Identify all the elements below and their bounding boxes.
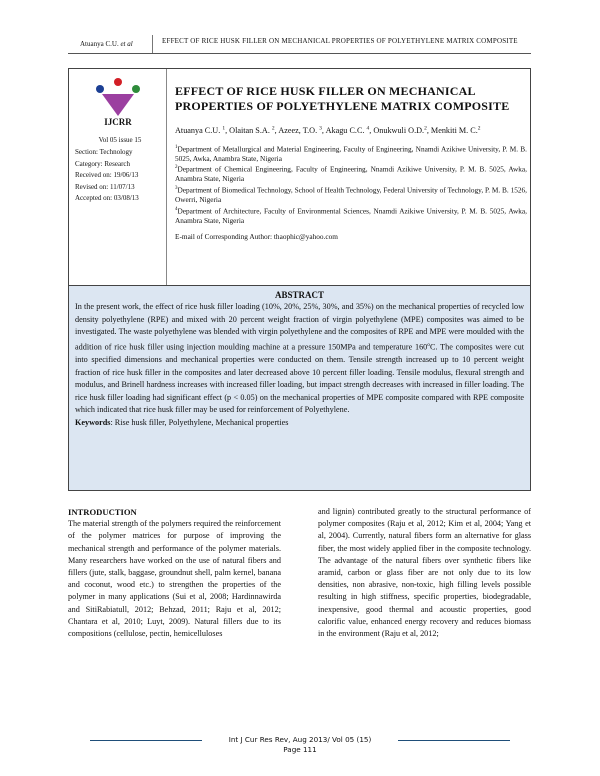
intro-left-column xyxy=(68,506,281,640)
intro-heading: INTRODUCTION xyxy=(68,507,137,517)
author: Onukwuli O.D.$^2$, xyxy=(373,125,431,135)
footer-citation: Int J Cur Res Rev, Aug 2013/ Vol 05 (15) xyxy=(228,735,372,744)
affiliations xyxy=(175,143,527,225)
logo-dot-blue xyxy=(96,85,104,93)
running-header-author: Atuanya C.U. et al xyxy=(80,40,133,48)
journal-category: Category: Research xyxy=(75,159,131,168)
article-title: EFFECT OF RICE HUSK FILLER ON MECHANICAL PROPERTIES OF POLYETHYLENE MATRIX COMPOSITE xyxy=(175,84,510,113)
author: Menkiti M. C.$^2$ xyxy=(430,125,481,135)
abstract-body: In the present work, the effect of rice husk filler loading (10%, 20%, 25%, 30%, and 35%) on the mechanical properties of recycled low density polyethylene (RPE) and mixed with 20 percent weight fraction of virgin polyethylene (MPE) composites was aimed to be investigated. The waste polyethylene was blended with virgin polyethylene and the composites of RPE and MPE were moulded with the addition of rice husk filler using injection moulding machine at a pressure 150MPa and temperature 160$^o$C. The composites were cut into specified dimensions and mechanical properties were conducted on them. Tensile strength increased up to 10 percent weight fraction of rice husk filler in the composites and later decreased above 10 percent filler loading. Tensile modulus, flexural strength and modulus, and Brinell hardness increases with increased filler loading, but impact strength decreases with increased in filler loading. The rice husk filler loading had significant effect (p < 0.05) on the mechanical properties of MPE composite compared with RPE composite which indicated that rice husk filler may be used for reinforcement of Polyethylene. xyxy=(75,302,524,415)
affiliation: $^4$Department of Architecture, Faculty of Environmental Sciences, Nnamdi Azikiwe University, P. M. B. 5025, Awka, Anambra State, Nigeria xyxy=(175,205,527,225)
page-footer xyxy=(0,735,600,755)
journal-volume: Vol 05 issue 15 xyxy=(98,136,142,144)
abstract-box xyxy=(68,286,531,491)
keywords: Keywords: Rise husk filler, Polyethylene, Mechanical properties xyxy=(75,418,289,428)
affiliation: $^2$Department of Chemical Engineering, Faculty of Engineering, Nnamdi Azikiwe University, P. M. B. 5025, Awka, Anambra State, Nigeria xyxy=(175,164,527,184)
received-date: Received on: 19/06/13 xyxy=(75,171,139,179)
revised-date: Revised on: 11/07/13 xyxy=(75,182,135,191)
journal-logo-name: IJCRR xyxy=(104,117,132,127)
journal-meta xyxy=(75,135,165,205)
affiliation: $^1$Department of Metallurgical and Material Engineering, Faculty of Engineering, Nnamdi Azikiwe University, P. M. B. 5025, Awka, Anambra State, Nigeria xyxy=(175,144,527,163)
journal-section: Section: Technology xyxy=(75,148,133,156)
logo-triangle xyxy=(102,94,134,116)
intro-paragraph-left: The material strength of the polymers required the reinforcement of the polymer matrices for purpose of improving the mechanical strength and performance of the polymer materials. Many researchers have worked on the use of natural fibers and fillers (jute, stalk, baggase, groundnut shell, palm kernel, banana and coconut, wood etc.) to strengthen the properties of the polymer in many applications (Sui et al, 2008; Hardinnawirda and SitiRabiatull, 2012; Behzad, 2011; Raju et al, 2012; Chantara et al, 2010; Luyt, 2009). Natural fillers due to its compositions (cellulose, pectin, hemicelluloses xyxy=(68,519,281,639)
author: Olaitan S.A. $^2$, xyxy=(229,125,279,135)
header-rule xyxy=(68,53,531,54)
ijcrr-logo-icon xyxy=(88,77,148,117)
author: Akagu C.C. $^4$, xyxy=(325,125,374,135)
running-header-title: EFFECT OF RICE HUSK FILLER ON MECHANICAL PROPERTIES OF POLYETHYLENE MATRIX COMPOSITE xyxy=(162,37,518,45)
intro-paragraph-right: and lignin) contributed greatly to the structural performance of polymer composites (Raju et al, 2012; Kim et al, 2004; Yang et al, 2004). Currently, natural fibers form an alternative for glass fiber, the most widely applied fiber in the composite technology. The advantage of the natural fibers over synthetic fibers like aramid, carbon or glass fiber are not only due to its low densities, non abrasive, non-toxic, high filling levels possible resulting in high stiffness, specific properties, biodegradable, inexpensive, good thermal and acoustic properties, good calorific value, enhanced energy recovery and reduces biomass in the environment (Raju et al, 2012; xyxy=(318,507,531,639)
author-list xyxy=(175,122,527,137)
journal-sidebar xyxy=(69,69,167,285)
intro-right-column xyxy=(318,506,531,640)
logo-dot-red xyxy=(114,78,122,86)
page-number: Page 111 xyxy=(283,745,317,754)
corresponding-email: E-mail of Corresponding Author: thaophic@yahoo.com xyxy=(175,232,338,242)
author: Atuanya C.U. $^1$, xyxy=(175,125,230,135)
article-header xyxy=(175,69,527,241)
affiliation: $^3$Department of Biomedical Technology, School of Health Technology, Federal University of Technology, P. M. B. 1526, Owerri, Nigeria xyxy=(175,185,527,204)
abstract-heading: ABSTRACT xyxy=(274,290,324,300)
header-divider xyxy=(152,35,153,53)
article-info-box xyxy=(68,68,531,286)
accepted-date: Accepted on: 03/08/13 xyxy=(75,194,139,202)
author: Azeez, T.O. $^3$, xyxy=(278,125,326,135)
logo-dot-green xyxy=(132,85,140,93)
